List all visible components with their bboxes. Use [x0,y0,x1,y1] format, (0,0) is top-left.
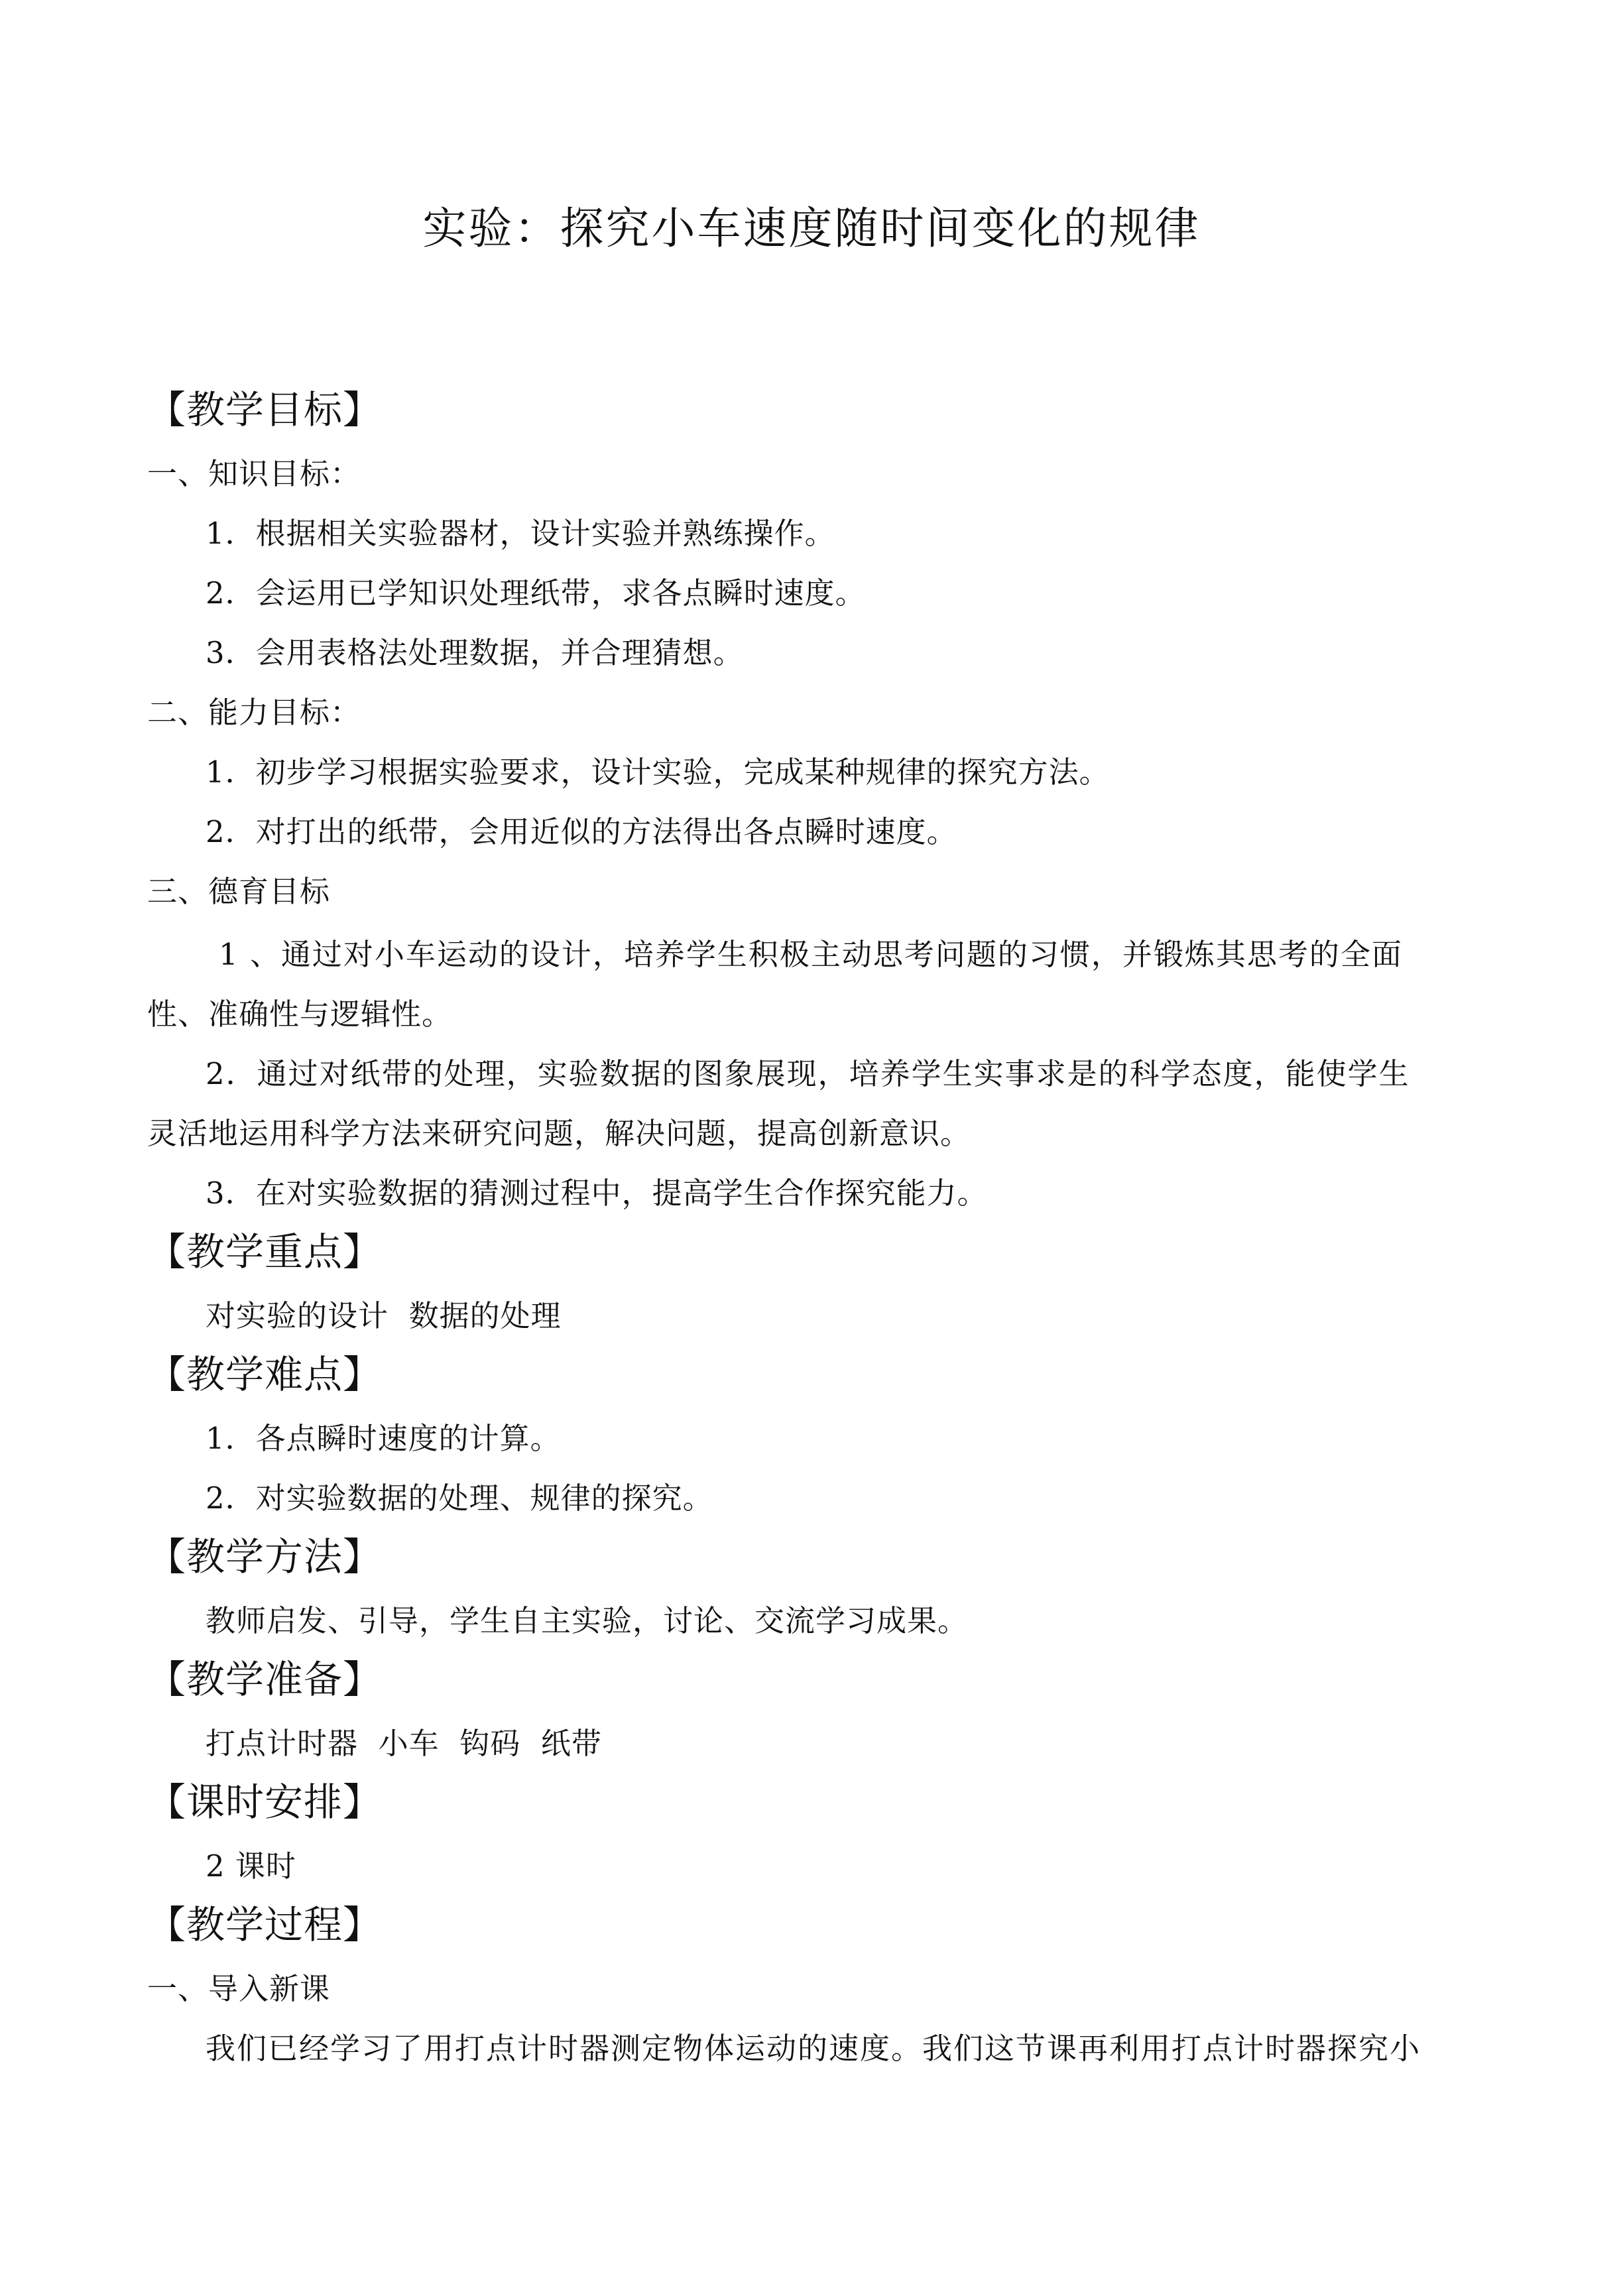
label-ability-goals: 二、能力目标： [147,695,361,730]
moral-goal-item: 2．通过对纸带的处理，实验数据的图象展现，培养学生实事求是的科学态度，能使学生 [206,1056,1410,1091]
moral-goal-item: 3．在对实验数据的猜测过程中，提高学生合作探究能力。 [206,1176,988,1211]
introduction-text: 我们已经学习了用打点计时器测定物体运动的速度。我们这节课再利用打点计时器探究小 [206,2031,1421,2066]
moral-goal-item: 1 、通过对小车运动的设计，培养学生积极主动思考问题的习惯，并锻炼其思考的全面 [219,937,1403,972]
moral-goal-item-continued: 灵活地运用科学方法来研究问题，解决问题，提高创新意识。 [147,1116,971,1151]
label-introduction: 一、导入新课 [147,1971,331,2006]
label-moral-goals: 三、德育目标 [147,874,331,909]
label-knowledge-goals: 一、知识目标： [147,456,361,491]
difficulty-item: 2．对实验数据的处理、规律的探究。 [206,1480,713,1516]
key-points-text: 对实验的设计 数据的处理 [206,1298,562,1333]
knowledge-goal-item: 1．根据相关实验器材，设计实验并熟练操作。 [206,516,835,551]
ability-goal-item: 1．初步学习根据实验要求，设计实验，完成某种规律的探究方法。 [206,755,1110,790]
preparation-text: 打点计时器 小车 钩码 纸带 [206,1726,602,1761]
ability-goal-item: 2．对打出的纸带，会用近似的方法得出各点瞬时速度。 [206,814,957,849]
heading-key-points: 【教学重点】 [147,1229,383,1274]
moral-goal-item-continued: 性、准确性与逻辑性。 [147,997,453,1032]
heading-teaching-goals: 【教学目标】 [147,387,383,432]
knowledge-goal-item: 2．会运用已学知识处理纸带，求各点瞬时速度。 [206,575,866,611]
heading-methods: 【教学方法】 [147,1534,383,1579]
document-title: 实验：探究小车速度随时间变化的规律 [422,203,1201,254]
heading-schedule: 【课时安排】 [147,1780,383,1825]
knowledge-goal-item: 3．会用表格法处理数据，并合理猜想。 [206,635,744,670]
methods-text: 教师启发、引导，学生自主实验，讨论、交流学习成果。 [206,1603,969,1638]
difficulty-item: 1．各点瞬时速度的计算。 [206,1421,561,1456]
heading-difficulties: 【教学难点】 [147,1352,383,1397]
schedule-text: 2 课时 [206,1848,296,1884]
heading-process: 【教学过程】 [147,1902,383,1947]
heading-preparation: 【教学准备】 [147,1657,383,1702]
